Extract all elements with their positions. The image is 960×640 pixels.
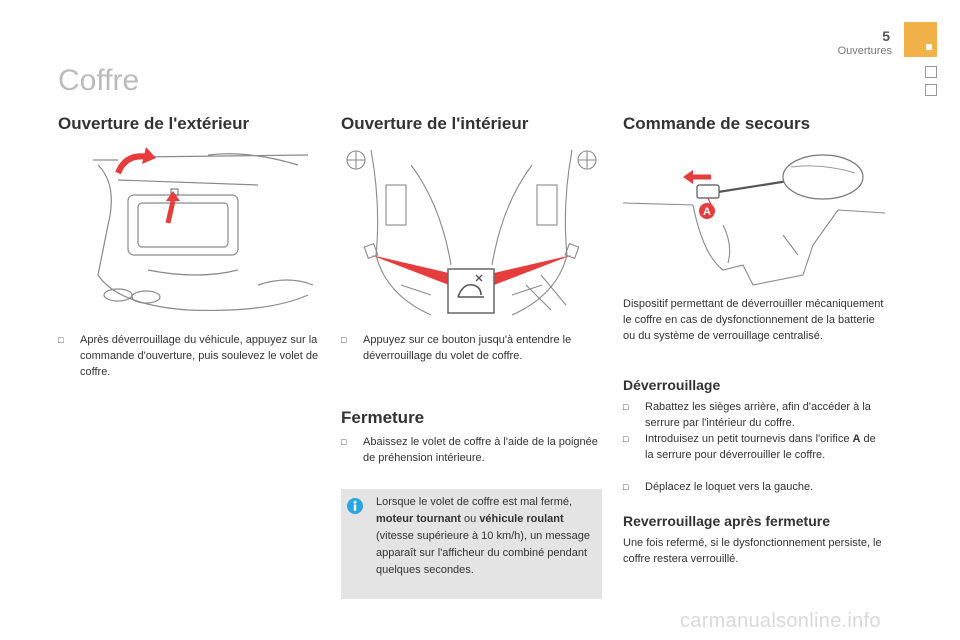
- secours-intro: Dispositif permettant de déverrouiller mécaniquement le coffre en cas de dysfonctionnement de la batterie ou du système de verrouillage centralisé.: [623, 298, 884, 342]
- bullet-deverrouillage-1: [623, 399, 885, 431]
- section-name: Ouvertures: [837, 45, 892, 57]
- heading-secours: Commande de secours: [623, 114, 811, 133]
- watermark: carmanualsonline.info: [680, 610, 881, 632]
- note-bold-2: véhicule roulant: [479, 513, 564, 525]
- page-number: 5: [882, 28, 890, 44]
- bullet-deverrouillage-2-bold: A: [852, 433, 861, 445]
- bullet-deverrouillage-2-pre: Introduisez un petit tournevis dans l'orifice: [645, 433, 853, 445]
- trunk-exterior-drawing: [58, 145, 318, 320]
- heading-reverrouillage: Reverrouillage après fermeture: [623, 513, 830, 529]
- bullet-interior: [341, 332, 602, 364]
- bullet-fermeture-text: Abaissez le volet de coffre à l'aide de la poignée de préhension intérieure.: [363, 436, 598, 464]
- note-part-3: (vitesse supérieure à 10 km/h), un message apparaît sur l'afficheur du combiné pendant quelques secondes.: [376, 530, 590, 576]
- illustration-emergency-lock: [623, 145, 885, 295]
- bullet-marker-icon: □: [623, 434, 629, 444]
- note-bold-1: moteur tournant: [376, 513, 461, 525]
- bullet-deverrouillage-3-text: Déplacez le loquet vers la gauche.: [645, 481, 814, 493]
- note-part-1: Lorsque le volet de coffre est mal fermé,: [376, 496, 573, 508]
- section-tab-marker: [926, 44, 932, 50]
- section-tab: [904, 22, 937, 57]
- bullet-marker-icon: □: [623, 482, 629, 492]
- emergency-lock-drawing: [623, 145, 885, 295]
- bullet-marker-icon: □: [58, 335, 64, 345]
- reverrouillage-text: Une fois refermé, si le dysfonctionnement persiste, le coffre restera verrouillé.: [623, 537, 882, 565]
- illustration-interior: [341, 145, 602, 320]
- note-part-2: ou: [460, 513, 480, 525]
- tab-placeholder-1: [925, 66, 937, 78]
- bullet-deverrouillage-1-text: Rabattez les sièges arrière, afin d'accéder à la serrure par l'intérieur du coffre.: [645, 401, 871, 429]
- info-icon: [347, 498, 363, 514]
- interior-drawing: [341, 145, 602, 320]
- bullet-deverrouillage-3: [623, 479, 885, 495]
- bullet-marker-icon: □: [341, 437, 347, 447]
- bullet-marker-icon: □: [623, 402, 629, 412]
- heading-exterior: Ouverture de l'extérieur: [58, 114, 250, 133]
- info-note-text: [376, 494, 596, 579]
- bullet-marker-icon: □: [341, 335, 347, 345]
- bullet-exterior: [58, 332, 320, 380]
- tab-placeholder-2: [925, 84, 937, 96]
- page-title: Coffre: [58, 64, 140, 97]
- illustration-trunk-exterior: [58, 145, 318, 320]
- bullet-exterior-text: Après déverrouillage du véhicule, appuyez sur la commande d'ouverture, puis soulevez le volet de coffre.: [80, 334, 319, 378]
- heading-deverrouillage: Déverrouillage: [623, 377, 721, 393]
- heading-interior: Ouverture de l'intérieur: [341, 114, 529, 133]
- heading-fermeture: Fermeture: [341, 408, 425, 427]
- callout-a-label: A: [703, 206, 711, 218]
- bullet-interior-text: Appuyez sur ce bouton jusqu'à entendre le déverrouillage du volet de coffre.: [363, 334, 572, 362]
- bullet-deverrouillage-2: [623, 431, 885, 463]
- bullet-deverrouillage-2-post: de la serrure pour déverrouiller le coffre.: [645, 433, 876, 461]
- bullet-fermeture: [341, 434, 602, 466]
